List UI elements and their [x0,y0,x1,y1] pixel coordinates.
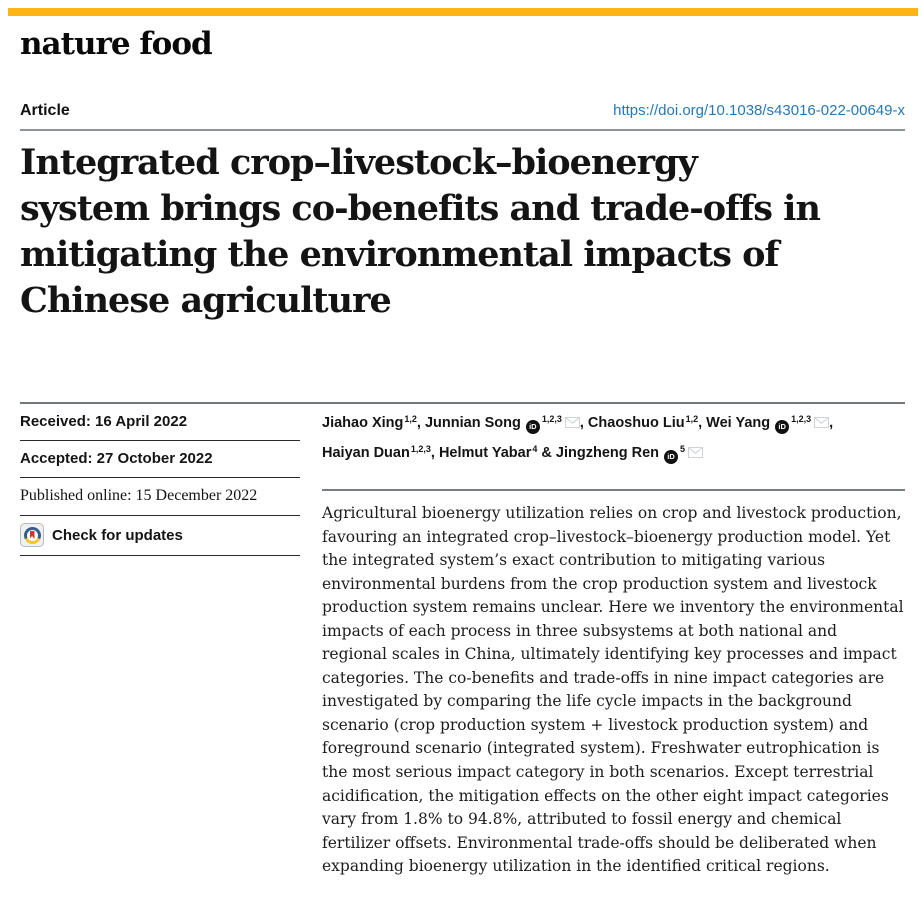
author-separator: , [698,415,707,431]
author-affiliations: 1,2,3 [541,413,562,424]
crossmark-icon [20,523,44,547]
email-icon[interactable] [565,417,580,428]
brand-accent-bar [8,8,918,16]
article-type-label: Article [20,102,70,119]
author-separator: , [579,415,588,431]
orcid-glyph: iD [529,422,537,431]
abstract-text: Agricultural bioenergy utilization relies on crop and livestock production, favouring an integrated crop–livestock–bioenergy production model. Yet the integrated system’s exact contribution to mitigating various environmental burdens from the crop production system and livestock production system remains unclear. Here we inventory the environmental impacts of each process in three subsystems at both national and regional scales in China, ultimately identifying key processes and impact categories. The co-benefits and trade-offs in nine impact categories are investigated by comparing the life cycle impacts in the background scenario (crop production system + livestock production system) and foreground scenario (integrated system). Freshwater eutrophication is the most serious impact category in both scenarios. Except terrestrial acidification, the mitigation effects on the other eight impact categories vary from 1.8% to 94.8%, attributed to fossil energy and chemical fertilizer offsets. Environmental trade-offs should be deliberated when expanding bioenergy utilization in the identified critical regions. [322,504,904,876]
received-date: Received: 16 April 2022 [20,413,188,430]
authors-block [322,404,905,469]
title-line: Chinese agriculture [20,280,391,321]
email-icon[interactable] [688,447,703,458]
author-name: Chaoshuo Liu [587,415,685,431]
title-line: mitigating the environmental impacts of [20,234,779,275]
orcid-icon[interactable] [664,450,678,464]
author-separator: , [829,415,834,431]
author-name: Haiyan Duan [322,445,410,461]
check-for-updates-button[interactable] [20,516,183,555]
author-affiliations: 1,2,3 [791,413,812,424]
orcid-icon[interactable] [775,420,789,434]
author-affiliations: 1,2 [404,413,417,424]
author-name: Helmut Yabar [438,445,532,461]
author-affiliations: 1,2,3 [410,443,431,454]
author-name: Wei Yang [706,415,771,431]
title-line: system brings co-benefits and trade-offs in [20,188,820,229]
meta-divider [20,555,300,556]
author-separator: , [416,415,425,431]
header-divider [20,129,905,131]
article-header-row [20,102,905,120]
authors-line [322,409,905,439]
author-affiliations: 1,2 [685,413,699,424]
orcid-icon[interactable] [526,420,540,434]
orcid-glyph: iD [667,452,675,461]
article-meta-column [20,404,300,879]
author-name: Jiahao Xing [322,415,404,431]
author-name: Junnian Song [424,415,521,431]
article-body-column [322,404,905,879]
author-name: Jingzheng Ren [555,445,660,461]
author-separator: & [537,445,556,461]
title-line: Integrated crop–livestock–bioenergy [20,142,697,183]
check-for-updates-label: Check for updates [52,526,183,544]
accepted-date: Accepted: 27 October 2022 [20,450,213,467]
published-date: Published online: 15 December 2022 [20,487,258,504]
doi-link[interactable]: https://doi.org/10.1038/s43016-022-00649-x [613,102,905,119]
abstract-divider [322,489,905,491]
author-separator: , [430,445,439,461]
journal-logo: nature food [20,26,212,62]
author-affiliations: 5 [680,443,686,454]
article-title [20,140,905,324]
authors-line [322,439,905,469]
author-affiliations: 4 [532,443,538,454]
orcid-glyph: iD [778,422,786,431]
email-icon[interactable] [814,417,829,428]
